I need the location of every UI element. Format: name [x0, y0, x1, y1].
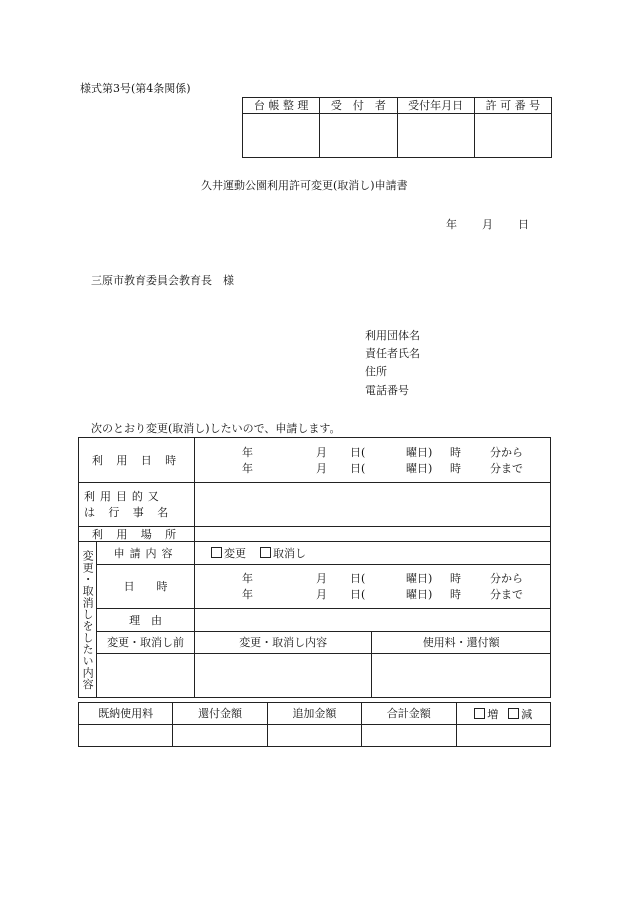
permit-number-header: 許 可 番 号 [474, 98, 551, 114]
paid-fee-value[interactable] [79, 725, 173, 747]
change-section-label: 変更・取消しをしたい内容 [79, 542, 97, 698]
request-content-label: 申請内容 [97, 542, 195, 565]
ledger-header: 台 帳 整 理 [243, 98, 320, 114]
place-value[interactable] [194, 527, 550, 542]
refund-value[interactable] [173, 725, 267, 747]
cancel-checkbox[interactable] [260, 547, 273, 560]
fee-value[interactable] [372, 654, 551, 698]
decrease-checkbox[interactable] [508, 708, 521, 721]
additional-value[interactable] [267, 725, 361, 747]
date-month: 月 [482, 218, 493, 231]
use-datetime-label: 利 用 日 時 [79, 438, 195, 483]
receipt-date-cell[interactable] [397, 114, 474, 158]
place-label: 利 用 場 所 [79, 527, 195, 542]
receiver-cell[interactable] [320, 114, 397, 158]
purpose-label: 利用目的又 は 行 事 名 [79, 483, 195, 527]
increase-decrease-value[interactable] [456, 725, 551, 747]
use-datetime-value[interactable]: 年 月 日( 曜日) 時 分から 年 月 日( 曜日) 時 分まで [194, 438, 550, 483]
change-checkbox[interactable] [211, 547, 224, 560]
before-value[interactable] [97, 654, 195, 698]
total-value[interactable] [362, 725, 456, 747]
content-column-header: 変更・取消し内容 [194, 632, 371, 654]
applicant-phone-label: 電話番号 [365, 384, 409, 397]
fee-column-header: 使用料・還付額 [372, 632, 551, 654]
fees-table [78, 702, 551, 747]
content-value[interactable] [194, 654, 371, 698]
refund-header: 還付金額 [173, 703, 267, 725]
reason-value[interactable] [194, 609, 550, 632]
addressee: 三原市教育委員会教育長 様 [91, 274, 234, 287]
office-use-table [242, 97, 552, 158]
increase-decrease-options: 増 減 [456, 703, 551, 725]
reason-label: 理 由 [97, 609, 195, 632]
additional-header: 追加金額 [267, 703, 361, 725]
change-datetime-value[interactable]: 年 月 日( 曜日) 時 分から 年 月 日( 曜日) 時 分まで [194, 565, 550, 609]
total-header: 合計金額 [362, 703, 456, 725]
intro-text: 次のとおり変更(取消し)したいので、申請します。 [91, 422, 341, 435]
form-number: 様式第3号(第4条関係) [80, 82, 191, 95]
main-form-table [78, 437, 551, 698]
permit-number-cell[interactable] [474, 114, 551, 158]
date-day: 日 [518, 218, 529, 231]
applicant-person-label: 責任者氏名 [365, 347, 420, 360]
date-year: 年 [446, 218, 457, 231]
before-column-header: 変更・取消し前 [97, 632, 195, 654]
change-datetime-label: 日 時 [97, 565, 195, 609]
applicant-address-label: 住所 [365, 365, 387, 378]
receiver-header: 受 付 者 [320, 98, 397, 114]
request-content-options: 変更 取消し [194, 542, 550, 565]
ledger-cell[interactable] [243, 114, 320, 158]
paid-fee-header: 既納使用料 [79, 703, 173, 725]
form-title: 久井運動公園利用許可変更(取消し)申請書 [201, 179, 408, 192]
receipt-date-header: 受付年月日 [397, 98, 474, 114]
applicant-org-label: 利用団体名 [365, 329, 420, 342]
increase-checkbox[interactable] [474, 708, 487, 721]
purpose-value[interactable] [194, 483, 550, 527]
